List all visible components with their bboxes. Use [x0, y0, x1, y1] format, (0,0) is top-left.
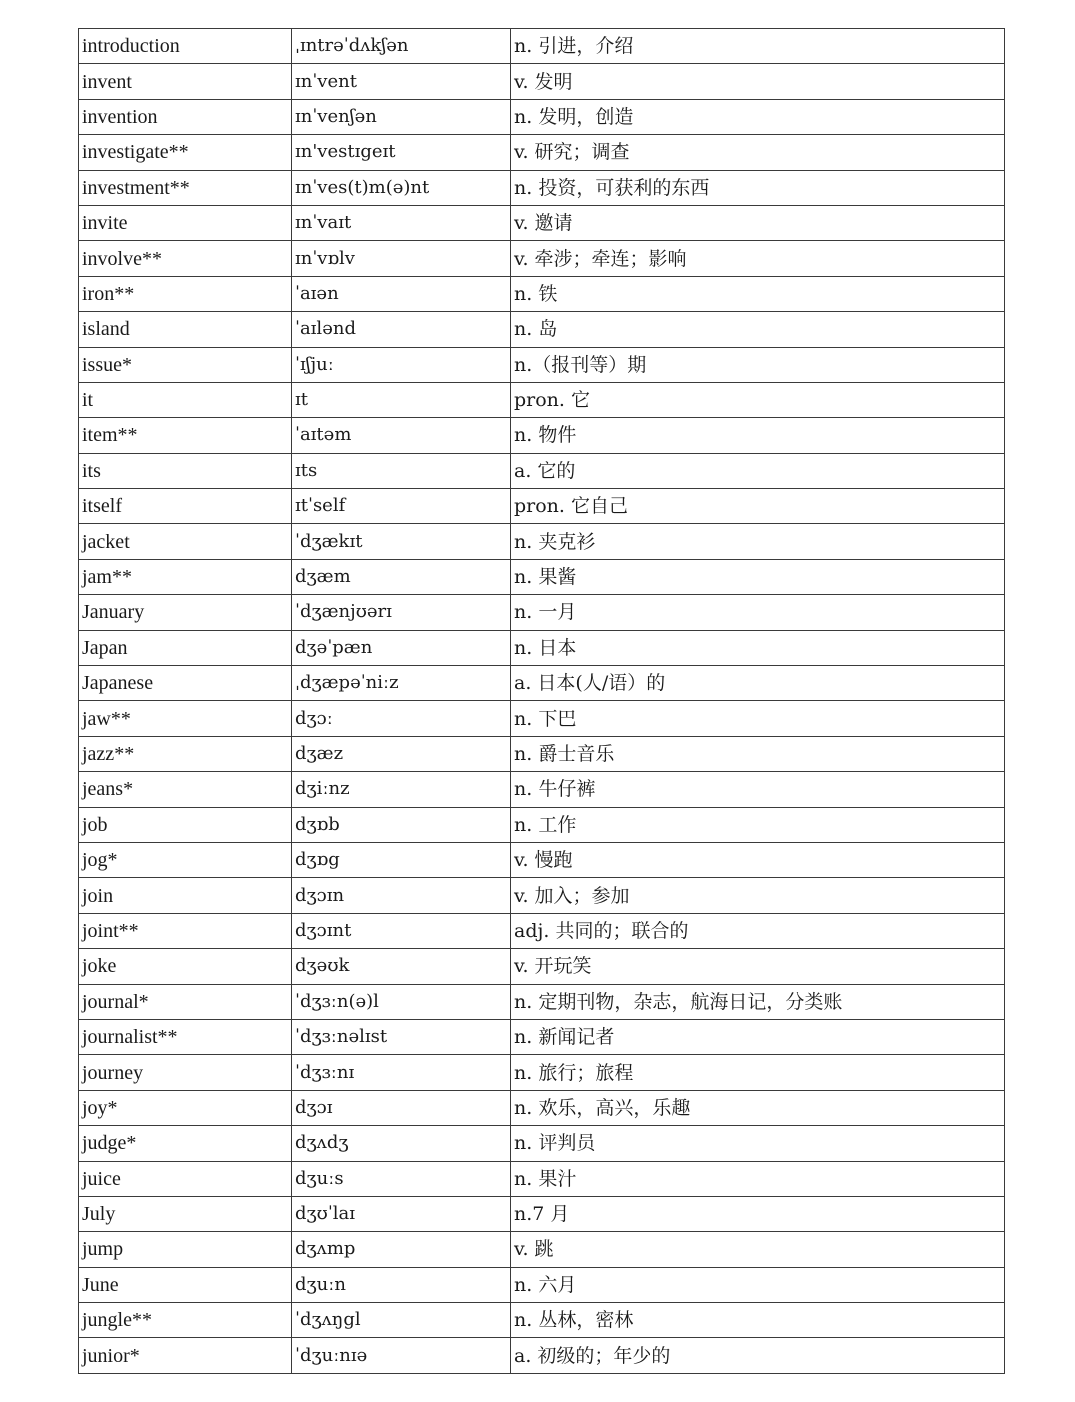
phonetic-cell: ˈaɪtəm	[292, 418, 511, 453]
meaning-cell: n. 果汁	[511, 1161, 1005, 1196]
phonetic-cell: ˈdʒuːnɪə	[292, 1338, 511, 1373]
table-row	[79, 99, 1005, 134]
phonetic-cell: ˈdʒɜːn(ə)l	[292, 984, 511, 1019]
phonetic-cell: ˈdʒɜːnɪ	[292, 1055, 511, 1090]
phonetic-cell: ˌdʒæpəˈniːz	[292, 666, 511, 701]
word-cell: job	[79, 807, 292, 842]
word-cell: invention	[79, 99, 292, 134]
meaning-cell: pron. 它	[511, 382, 1005, 417]
meaning-cell: v. 研究；调查	[511, 135, 1005, 170]
meaning-cell: n. 一月	[511, 595, 1005, 630]
meaning-cell: a. 日本(人/语）的	[511, 666, 1005, 701]
table-row	[79, 984, 1005, 1019]
table-row	[79, 241, 1005, 276]
table-row	[79, 807, 1005, 842]
table-row	[79, 453, 1005, 488]
phonetic-cell: ˈdʒʌŋgl	[292, 1303, 511, 1338]
word-cell: jam**	[79, 559, 292, 594]
word-cell: itself	[79, 489, 292, 524]
meaning-cell: n. 引进，介绍	[511, 29, 1005, 64]
word-cell: July	[79, 1196, 292, 1231]
phonetic-cell: dʒɔɪ	[292, 1090, 511, 1125]
phonetic-cell: ˈaɪlənd	[292, 312, 511, 347]
table-row	[79, 135, 1005, 170]
phonetic-cell: ˌɪntrəˈdʌkʃən	[292, 29, 511, 64]
table-row	[79, 1055, 1005, 1090]
phonetic-cell: ɪt	[292, 382, 511, 417]
meaning-cell: v. 邀请	[511, 205, 1005, 240]
meaning-cell: pron. 它自己	[511, 489, 1005, 524]
word-cell: its	[79, 453, 292, 488]
table-row	[79, 1303, 1005, 1338]
table-row	[79, 489, 1005, 524]
word-cell: Japanese	[79, 666, 292, 701]
meaning-cell: n. 下巴	[511, 701, 1005, 736]
phonetic-cell: ɪn'vestɪgeɪt	[292, 135, 511, 170]
table-row	[79, 630, 1005, 665]
meaning-cell: n. 新闻记者	[511, 1019, 1005, 1054]
word-cell: judge*	[79, 1126, 292, 1161]
meaning-cell: n. 果酱	[511, 559, 1005, 594]
word-cell: join	[79, 878, 292, 913]
table-row	[79, 524, 1005, 559]
table-row	[79, 382, 1005, 417]
phonetic-cell: ɪnˈvent	[292, 64, 511, 99]
phonetic-cell: ɪnˈvɒlv	[292, 241, 511, 276]
meaning-cell: a. 它的	[511, 453, 1005, 488]
table-row	[79, 276, 1005, 311]
table-row	[79, 418, 1005, 453]
phonetic-cell: ˈdʒænjʊərɪ	[292, 595, 511, 630]
word-cell: joke	[79, 949, 292, 984]
meaning-cell: v. 慢跑	[511, 842, 1005, 877]
meaning-cell: v. 发明	[511, 64, 1005, 99]
phonetic-cell: dʒiːnz	[292, 772, 511, 807]
table-row	[79, 666, 1005, 701]
phonetic-cell: dʒuːs	[292, 1161, 511, 1196]
phonetic-cell: ɪtˈself	[292, 489, 511, 524]
phonetic-cell: dʒuːn	[292, 1267, 511, 1302]
meaning-cell: n. 定期刊物，杂志，航海日记，分类账	[511, 984, 1005, 1019]
word-cell: invent	[79, 64, 292, 99]
word-cell: jazz**	[79, 736, 292, 771]
word-cell: involve**	[79, 241, 292, 276]
word-cell: June	[79, 1267, 292, 1302]
word-cell: invite	[79, 205, 292, 240]
phonetic-cell: dʒəʊk	[292, 949, 511, 984]
phonetic-cell: dʒʌmp	[292, 1232, 511, 1267]
table-row	[79, 1126, 1005, 1161]
word-cell: jungle**	[79, 1303, 292, 1338]
table-row	[79, 29, 1005, 64]
phonetic-cell: dʒɒg	[292, 842, 511, 877]
word-cell: jaw**	[79, 701, 292, 736]
table-row	[79, 64, 1005, 99]
phonetic-cell: dʒʊˈlaɪ	[292, 1196, 511, 1231]
meaning-cell: n. 投资，可获利的东西	[511, 170, 1005, 205]
word-cell: issue*	[79, 347, 292, 382]
meaning-cell: v. 开玩笑	[511, 949, 1005, 984]
word-cell: investment**	[79, 170, 292, 205]
meaning-cell: n. 岛	[511, 312, 1005, 347]
word-cell: investigate**	[79, 135, 292, 170]
phonetic-cell: ˈɪʃjuː	[292, 347, 511, 382]
meaning-cell: n. 工作	[511, 807, 1005, 842]
table-row	[79, 1338, 1005, 1373]
meaning-cell: n. 欢乐，高兴，乐趣	[511, 1090, 1005, 1125]
phonetic-cell: ˈaɪən	[292, 276, 511, 311]
phonetic-cell: dʒəˈpæn	[292, 630, 511, 665]
vocabulary-table	[78, 28, 1005, 1374]
table-row	[79, 1196, 1005, 1231]
phonetic-cell: dʒæm	[292, 559, 511, 594]
meaning-cell: n. 发明，创造	[511, 99, 1005, 134]
meaning-cell: a. 初级的；年少的	[511, 1338, 1005, 1373]
vocabulary-table-body	[79, 29, 1005, 1374]
table-row	[79, 170, 1005, 205]
word-cell: journey	[79, 1055, 292, 1090]
table-row	[79, 1161, 1005, 1196]
table-row	[79, 878, 1005, 913]
table-row	[79, 312, 1005, 347]
phonetic-cell: dʒɒb	[292, 807, 511, 842]
phonetic-cell: dʒɔɪn	[292, 878, 511, 913]
table-row	[79, 1019, 1005, 1054]
phonetic-cell: dʒæz	[292, 736, 511, 771]
phonetic-cell: ˈdʒækɪt	[292, 524, 511, 559]
meaning-cell: n. 六月	[511, 1267, 1005, 1302]
word-cell: introduction	[79, 29, 292, 64]
table-row	[79, 1090, 1005, 1125]
phonetic-cell: ɪts	[292, 453, 511, 488]
phonetic-cell: ɪnˈvaɪt	[292, 205, 511, 240]
word-cell: island	[79, 312, 292, 347]
table-row	[79, 205, 1005, 240]
word-cell: jacket	[79, 524, 292, 559]
meaning-cell: n. 爵士音乐	[511, 736, 1005, 771]
phonetic-cell: dʒʌdʒ	[292, 1126, 511, 1161]
meaning-cell: n.7 月	[511, 1196, 1005, 1231]
word-cell: jeans*	[79, 772, 292, 807]
meaning-cell: n. 日本	[511, 630, 1005, 665]
meaning-cell: n. 物件	[511, 418, 1005, 453]
word-cell: it	[79, 382, 292, 417]
table-row	[79, 559, 1005, 594]
table-row	[79, 842, 1005, 877]
table-row	[79, 736, 1005, 771]
word-cell: juice	[79, 1161, 292, 1196]
meaning-cell: v. 跳	[511, 1232, 1005, 1267]
table-row	[79, 949, 1005, 984]
word-cell: January	[79, 595, 292, 630]
meaning-cell: v. 加入；参加	[511, 878, 1005, 913]
phonetic-cell: ˈdʒɜːnəlɪst	[292, 1019, 511, 1054]
meaning-cell: adj. 共同的；联合的	[511, 913, 1005, 948]
word-cell: journalist**	[79, 1019, 292, 1054]
table-row	[79, 1267, 1005, 1302]
word-cell: joy*	[79, 1090, 292, 1125]
word-cell: Japan	[79, 630, 292, 665]
meaning-cell: n. 旅行；旅程	[511, 1055, 1005, 1090]
phonetic-cell: ɪnˈves(t)m(ə)nt	[292, 170, 511, 205]
word-cell: joint**	[79, 913, 292, 948]
table-row	[79, 772, 1005, 807]
meaning-cell: n. 丛林，密林	[511, 1303, 1005, 1338]
meaning-cell: v. 牵涉；牵连；影响	[511, 241, 1005, 276]
meaning-cell: n. 牛仔裤	[511, 772, 1005, 807]
table-row	[79, 595, 1005, 630]
word-cell: jog*	[79, 842, 292, 877]
table-row	[79, 347, 1005, 382]
meaning-cell: n. 铁	[511, 276, 1005, 311]
phonetic-cell: ɪnˈvenʃən	[292, 99, 511, 134]
meaning-cell: n.（报刊等）期	[511, 347, 1005, 382]
word-cell: junior*	[79, 1338, 292, 1373]
table-row	[79, 1232, 1005, 1267]
phonetic-cell: dʒɔː	[292, 701, 511, 736]
meaning-cell: n. 夹克衫	[511, 524, 1005, 559]
word-cell: item**	[79, 418, 292, 453]
table-row	[79, 701, 1005, 736]
word-cell: iron**	[79, 276, 292, 311]
phonetic-cell: dʒɔɪnt	[292, 913, 511, 948]
word-cell: jump	[79, 1232, 292, 1267]
meaning-cell: n. 评判员	[511, 1126, 1005, 1161]
table-row	[79, 913, 1005, 948]
word-cell: journal*	[79, 984, 292, 1019]
